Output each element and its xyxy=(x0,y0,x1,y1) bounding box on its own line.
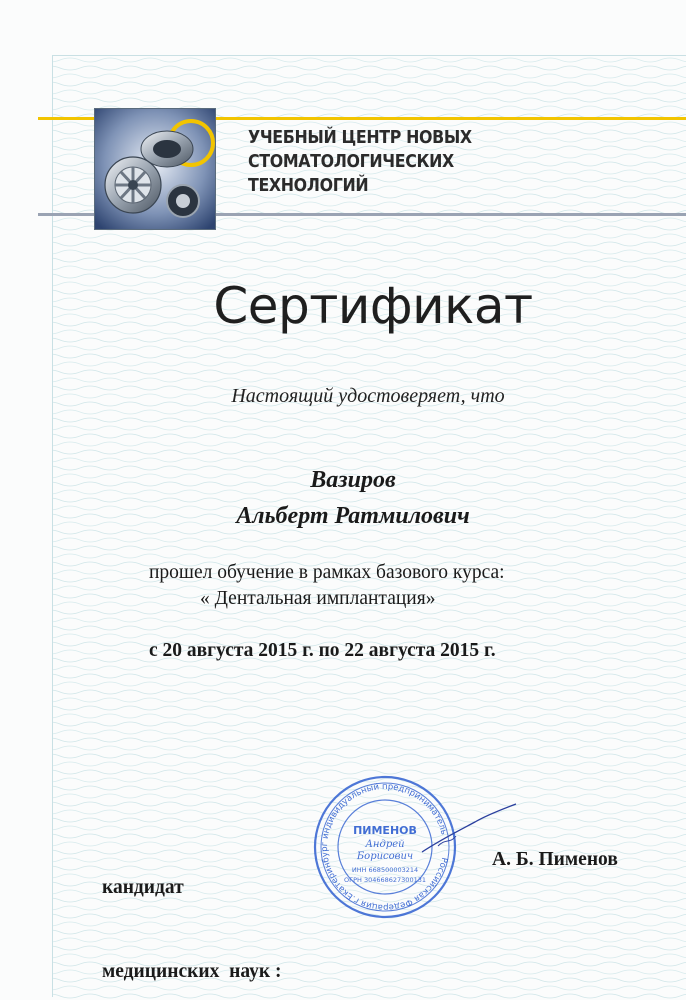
attestation-text: Настоящий удостоверяет, что xyxy=(231,385,505,407)
organization-name-line-2: СТОМАТОЛОГИЧЕСКИХ xyxy=(248,151,454,172)
certificate-title: Сертификат xyxy=(213,277,533,335)
dental-implant-logo xyxy=(94,108,216,230)
course-name: « Дентальная имплантация» xyxy=(200,588,436,609)
stamp-ring-text: Российская Федерация г.Екатеринбург индивидуальный предприниматель xyxy=(319,781,450,913)
organization-name xyxy=(248,126,530,198)
stamp-inn: ИНН 668500003214 xyxy=(351,866,419,874)
course-intro-text: прошел обучение в рамках базового курса: xyxy=(149,562,505,583)
degree-line-2: медицинских наук : xyxy=(102,961,282,982)
organization-name-line-3: ТЕХНОЛОГИЙ xyxy=(248,175,369,196)
signatory-name: А. Б. Пименов xyxy=(492,849,618,870)
recipient-surname: Вазиров xyxy=(310,467,396,493)
stamp-ogrn: ОГРН 304668627300131 xyxy=(344,876,426,884)
course-dates: с 20 августа 2015 г. по 22 августа 2015 г. xyxy=(149,640,496,661)
recipient-name xyxy=(0,462,686,534)
degree-line-1: кандидат xyxy=(102,877,184,898)
organization-name-line-1: УЧЕБНЫЙ ЦЕНТР НОВЫХ xyxy=(248,127,472,148)
stamp-center-line-1: Андрей xyxy=(365,839,405,850)
stamp-center-name: ПИМЕНОВ xyxy=(353,824,417,837)
stamp-center-line-2: Борисович xyxy=(356,851,414,862)
signatory-degree xyxy=(102,818,281,1000)
recipient-given-names: Альберт Ратмилович xyxy=(236,503,470,529)
